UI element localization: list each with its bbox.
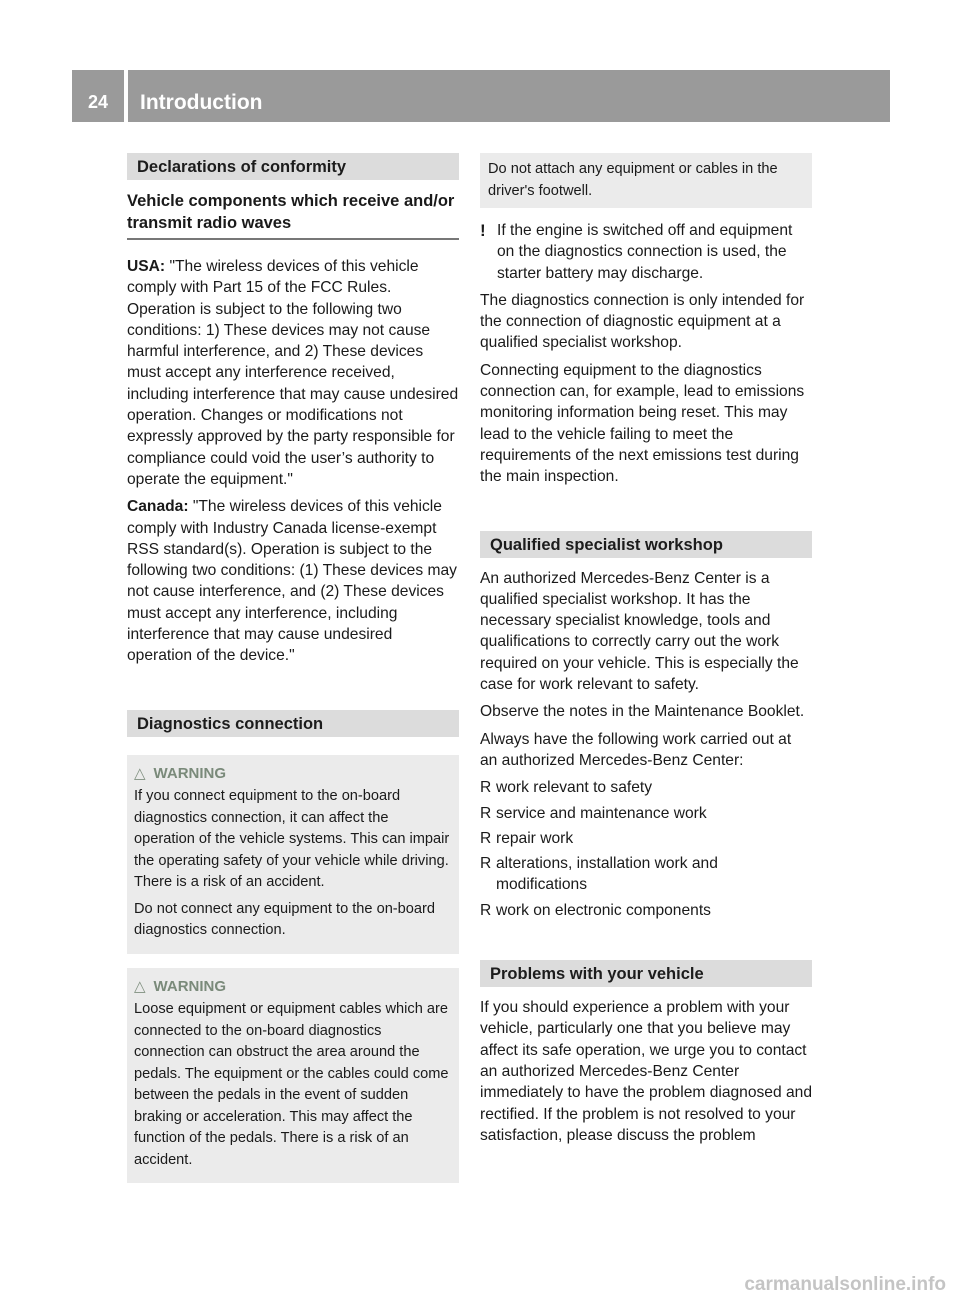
- warning-heading-2: [134, 976, 452, 998]
- note-battery: [480, 220, 812, 284]
- page-header: [72, 70, 890, 122]
- warning-triangle-icon: △: [134, 764, 146, 782]
- paragraph-problems: If you should experience a problem with your vehicle, particularly one that you believe may affect its safe operation, we urge you to contact an authorized Mercedes-Benz Center immediately to have the problem diagnosed and rectified. If the problem is not resolved to your satisfaction, please discuss the problem: [480, 999, 813, 1144]
- page-number: 24: [87, 92, 109, 112]
- list-item: [480, 803, 812, 824]
- warning-heading-1: [134, 763, 452, 785]
- bullet-marker: R: [480, 829, 492, 847]
- warning-1-text-2: Do not connect any equipment to the on-board diagnostics connection.: [134, 900, 435, 939]
- left-column: [127, 153, 459, 1183]
- list-item: [480, 828, 812, 849]
- paragraph-emissions: Connecting equipment to the diagnostics connection can, for example, lead to emissions monitoring information being reset. This may lead to the vehicle failing to meet the requirements of the next emissions test during the main inspection.: [480, 361, 805, 486]
- warning-box-continued: [480, 153, 812, 208]
- header-divider: [124, 70, 128, 122]
- warning-label-2: WARNING: [153, 977, 227, 995]
- section-title-workshop: Qualified specialist workshop: [480, 531, 812, 558]
- list-item-text: service and maintenance work: [496, 804, 707, 822]
- warning-label-1: WARNING: [153, 764, 227, 782]
- paragraph-diagnostics-intended: The diagnostics connection is only intended for the connection of diagnostic equipment at a qualified specialist workshop.: [480, 291, 805, 352]
- chapter-title: Introduction: [140, 91, 263, 114]
- canada-label: Canada:: [127, 498, 189, 516]
- exclamation-icon: !: [480, 221, 486, 240]
- warning-1-text-1: If you connect equipment to the on-board diagnostics connection, it can affect the operation of the vehicle systems. This can impair the operating safety of your vehicle while driving. There is a risk of an accident.: [134, 788, 450, 891]
- paragraph-workshop: An authorized Mercedes-Benz Center is a qualified specialist workshop. It has the necessary specialist knowledge, tools and qualifications to correctly carry out the work required on your vehicle. This is especially the case for work relevant to safety.: [480, 569, 799, 694]
- list-item-text: repair work: [496, 829, 574, 847]
- section-title-problems: Problems with your vehicle: [480, 960, 812, 987]
- bullet-marker: R: [480, 855, 492, 873]
- note-battery-text: If the engine is switched off and equipment on the diagnostics connection is used, the starter battery may discharge.: [497, 222, 793, 282]
- list-item: [480, 900, 812, 921]
- watermark: carmanualsonline.info: [744, 1274, 946, 1295]
- list-item: [480, 777, 812, 798]
- warning-box-1: [127, 755, 459, 954]
- list-item-text: work on electronic components: [496, 901, 711, 919]
- bullet-marker: R: [480, 779, 492, 797]
- list-item-text: alterations, installation work and modifications: [496, 855, 718, 894]
- subheading-radio-components: Vehicle components which receive and/or transmit radio waves: [127, 190, 459, 240]
- usa-paragraph: [127, 256, 459, 490]
- bullet-marker: R: [480, 901, 492, 919]
- section-title-diagnostics: Diagnostics connection: [127, 710, 459, 737]
- canada-paragraph: [127, 496, 459, 666]
- list-item-text: work relevant to safety: [496, 779, 653, 797]
- footwell-instruction: Do not attach any equipment or cables in the driver's footwell.: [488, 161, 778, 199]
- paragraph-maintenance-booklet: Observe the notes in the Maintenance Booklet.: [480, 703, 805, 721]
- warning-box-2: [127, 968, 459, 1184]
- paragraph-work-list-intro: Always have the following work carried out at an authorized Mercedes-Benz Center:: [480, 730, 792, 769]
- warning-2-text-1: Loose equipment or equipment cables which are connected to the on-board diagnostics connection can obstruct the area around the pedals. The equipment or the cables could come between the pedals in the event of sudden braking or acceleration. This may affect the function of the pedals. There is a risk of an accident.: [134, 1001, 449, 1168]
- canada-text: "The wireless devices of this vehicle comply with Industry Canada license-exempt RSS standard(s). Operation is subject to the following two conditions: (1) These devices may not cause interference, and (2) These devices must accept any interference, including interference that may cause undesired operation of the device.": [127, 498, 457, 665]
- bullet-marker: R: [480, 804, 492, 822]
- usa-text: "The wireless devices of this vehicle comply with Part 15 of the FCC Rules. Operation is subject to the following two conditions: 1) These devices may not cause harmful interference, and 2) These devices must accept any interference received, including interference that may cause undesired operation. Changes or modifications not expressly approved by the party responsible for compliance could void the user’s authority to operate the equipment.": [127, 258, 459, 488]
- section-title-declarations: Declarations of conformity: [127, 153, 459, 180]
- right-column: [480, 153, 812, 1152]
- list-item: [480, 853, 812, 896]
- usa-label: USA:: [127, 258, 166, 275]
- warning-triangle-icon: △: [134, 977, 146, 995]
